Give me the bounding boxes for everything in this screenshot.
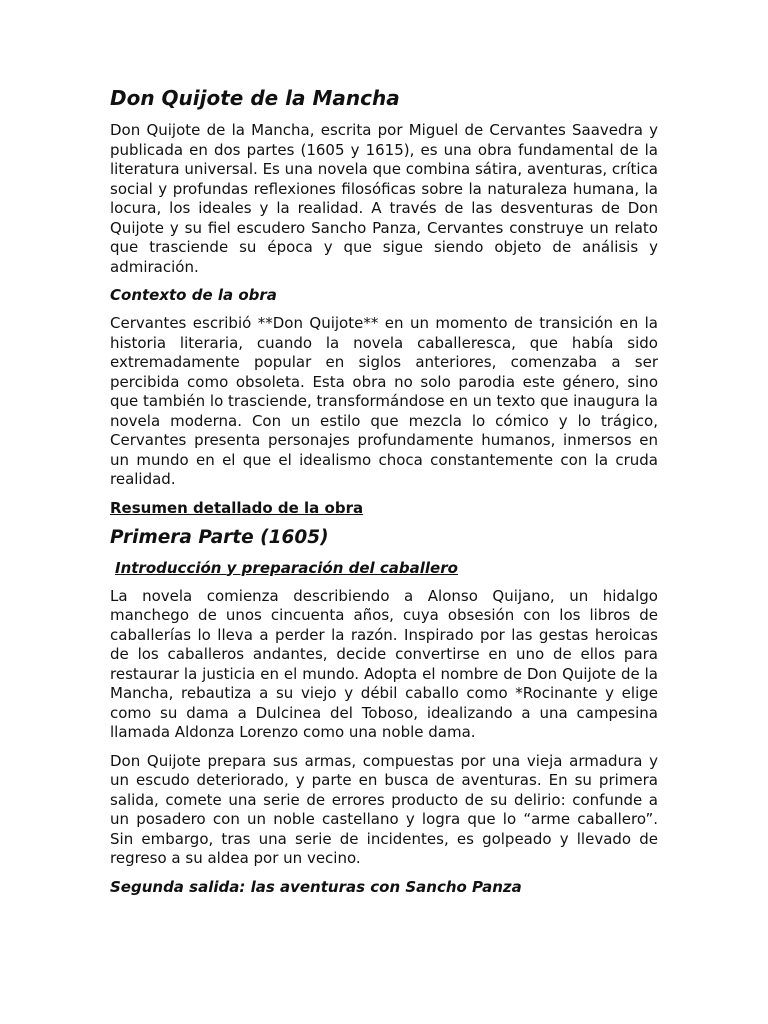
second-outing-heading: Segunda salida: las aventuras con Sancho Panza: [110, 877, 522, 896]
context-paragraph: Cervantes escribió **Don Quijote** en un momento de transición en la historia literaria, cuando la novela caballeresca, que había sido extremadamente popular en siglos anteriores, comenzaba a ser percibida como obsoleta. Esta obra no solo parodia este género, sino que también lo trasciende, transformándose en un texto que inaugura la novela moderna. Con un estilo que mezcla lo cómico y lo trágico, Cervantes presenta personajes profundamente humanos, inmersos en un mundo en el que el idealismo choca constantemente con la cruda realidad.: [110, 314, 658, 488]
summary-heading: Resumen detallado de la obra: [110, 498, 364, 517]
context-heading: Contexto de la obra: [110, 286, 277, 304]
part-one-paragraph: La novela comienza describiendo a Alonso Quijano, un hidalgo manchego de unos cincuenta años, cuya obsesión con los libros de caballerías lo lleva a perder la razón. Inspirado por las gestas heroicas de los caballeros andantes, decide convertirse en uno de ellos para restaurar la justicia en el mundo. Adopta el nombre de Don Quijote de la Mancha, rebautiza a su viejo y débil caballo como *Rocinante y elige como su dama a Dulcinea del Toboso, idealizando a una campesina llamada Aldonza Lorenzo como una noble dama.: [110, 586, 658, 741]
part-one-paragraph: Don Quijote prepara sus armas, compuestas por una vieja armadura y un escudo deteriorado, y parte en busca de aventuras. En su primera salida, comete una serie de errores producto de su delirio: confunde a un posadero con un noble castellano y logra que lo “arme caballero”. Sin embargo, tras una serie de incidentes, es golpeado y llevado de regreso a su aldea por un vecino.: [110, 751, 658, 867]
document-title: Don Quijote de la Mancha: [110, 86, 400, 110]
part-one-heading: Primera Parte (1605): [110, 526, 329, 548]
document-page: [110, 86, 658, 906]
intro-section-heading: Introducción y preparación del caballero: [115, 558, 458, 577]
intro-paragraph: Don Quijote de la Mancha, escrita por Miguel de Cervantes Saavedra y publicada en dos partes (1605 y 1615), es una obra fundamental de la literatura universal. Es una novela que combina sátira, aventuras, crítica social y profundas reflexiones filosóficas sobre la naturaleza humana, la locura, los ideales y la realidad. A través de las desventuras de Don Quijote y su fiel escudero Sancho Panza, Cervantes construye un relato que trasciende su época y que sigue siendo objeto de análisis y admiración.: [110, 121, 658, 276]
